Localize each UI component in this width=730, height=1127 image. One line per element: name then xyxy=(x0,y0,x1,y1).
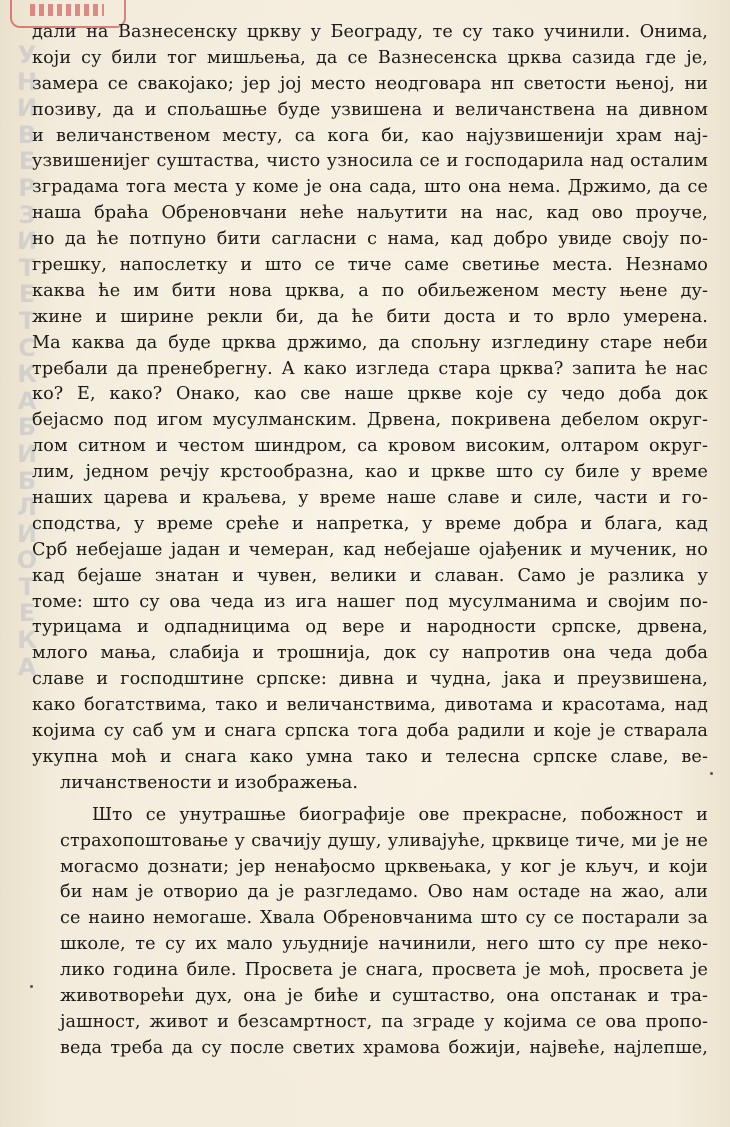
body-text xyxy=(32,20,708,1062)
text-line: школе, те су их мало уљудније начинили, него што су пре неко- xyxy=(60,934,708,955)
text-line: укупна моћ и снага како умна тако и телесна српске славе, ве- xyxy=(32,746,708,767)
text-line: замера се свакојако; јер јој место неодговара нп светости њеној, ни xyxy=(32,73,708,94)
text-line: наша браћа Обреновчани неће наљутити на нас, кад ово проуче, xyxy=(32,203,708,224)
text-line: страхопоштовање у свачију душу, уливајуће, црквице тиче, ми је не xyxy=(60,830,708,851)
text-line: Ма каква да буде црква држимо, да спољну изгледину старе неби xyxy=(32,332,708,353)
library-watermark: У Н И В Е Р З И Т Е Т С К А Б И Б Л И О Т Е К А xyxy=(16,41,38,681)
text-line: лико година биле. Просвета је снага, просвета је моћ, просвета је xyxy=(60,960,708,981)
text-line: се наино немогаше. Хвала Обреновчанима што су се постарали за xyxy=(60,908,708,929)
text-line: наших царева и краљева, у време наше славе и силе, части и го- xyxy=(32,488,708,509)
text-line: Срб небејаше јадан и чемеран, кад небејаше ојађеник и мученик, но xyxy=(32,539,708,560)
text-line: којима су саб ум и снага српска тога доба радили и које је стварала xyxy=(32,721,708,742)
text-line: каква ће им бити нова црква, а по обиљеженом месту њене ду- xyxy=(32,280,708,301)
text-line: бејасмо под игом мусулманским. Дрвена, покривена дебелом округ- xyxy=(32,410,708,431)
text-line: ко? Е, како? Онако, као све наше цркве које су чедо доба док xyxy=(32,384,708,405)
text-line: зградама тога места у коме је она сада, што она нема. Држимо, да се xyxy=(32,177,708,198)
text-line: но да ће потпуно бити сагласни с нама, кад добро увиде своју по- xyxy=(32,229,708,250)
text-line: и величанственом месту, са кога би, као најузвишенији храм нај- xyxy=(32,125,708,146)
text-line: животворећи дух, она је биће и суштаство, она опстанак и тра- xyxy=(60,985,708,1006)
text-line: томе: што су ова чеда из ига нашег под мусулманима и својим по- xyxy=(32,591,708,612)
ink-speck xyxy=(710,772,713,775)
ink-speck xyxy=(30,985,33,988)
text-line: узвишенијег суштаства, чисто узносила се и господарила над осталим xyxy=(32,151,708,172)
text-line: турицама и одпадницима од вере и народности српске, дрвена, xyxy=(32,617,708,638)
text-line: како богатствима, тако и величанствима, дивотама и красотама, над xyxy=(32,695,708,716)
text-line: јашност, живот и безсамртност, па зграде у којима се ова пропо- xyxy=(60,1011,708,1032)
text-line: жине и ширине рекли би, да ће бити доста и то врло умерена. xyxy=(32,306,708,327)
text-line: могасмо дознати; јер ненађосмо црквењака, у ког је кључ, и који xyxy=(60,856,708,877)
text-line: лом ситном и честом шиндром, са кровом високим, олтаром округ- xyxy=(32,436,708,457)
text-line: позиву, да и спољашње буде узвишена и величанствена на дивном xyxy=(32,99,708,120)
text-line: би нам је отворио да је разгледамо. Ово нам остаде на жао, али xyxy=(60,882,708,903)
text-line-paragraph-end: личанствености и изображења. xyxy=(60,772,359,793)
text-line: грешку, напослетку и што се тиче саме светиње места. Незнамо xyxy=(32,255,708,276)
text-line: требали да пренебрегну. А како изгледа стара црква? запита ће нас xyxy=(32,358,708,379)
text-line: сподства, у време среће и напретка, у време добра и блага, кад xyxy=(32,513,708,534)
text-line: славе и господштине српске: дивна и чудна, јака и преузвишена, xyxy=(32,669,708,690)
text-line: кад бејаше знатан и чувен, велики и славан. Само је разлика у xyxy=(32,565,708,586)
text-line: млого мања, слабија и трошнија, док су напротив она чеда доба xyxy=(32,643,708,664)
text-line: веда треба да су после светих храмова божији, највеће, најлепше, xyxy=(60,1037,708,1058)
text-line: дали на Вазнесенску цркву у Београду, те су тако учинили. Онима, xyxy=(32,22,708,42)
text-line: који су били тог мишљења, да се Вазнесенска црква сазида где је, xyxy=(32,47,708,68)
text-line-paragraph-start: Што се унутрашње биографије ове прекрасне, побожност и xyxy=(92,804,708,825)
text-line: лим, једном речју крстообразна, као и цркве што су биле у време xyxy=(32,462,708,483)
